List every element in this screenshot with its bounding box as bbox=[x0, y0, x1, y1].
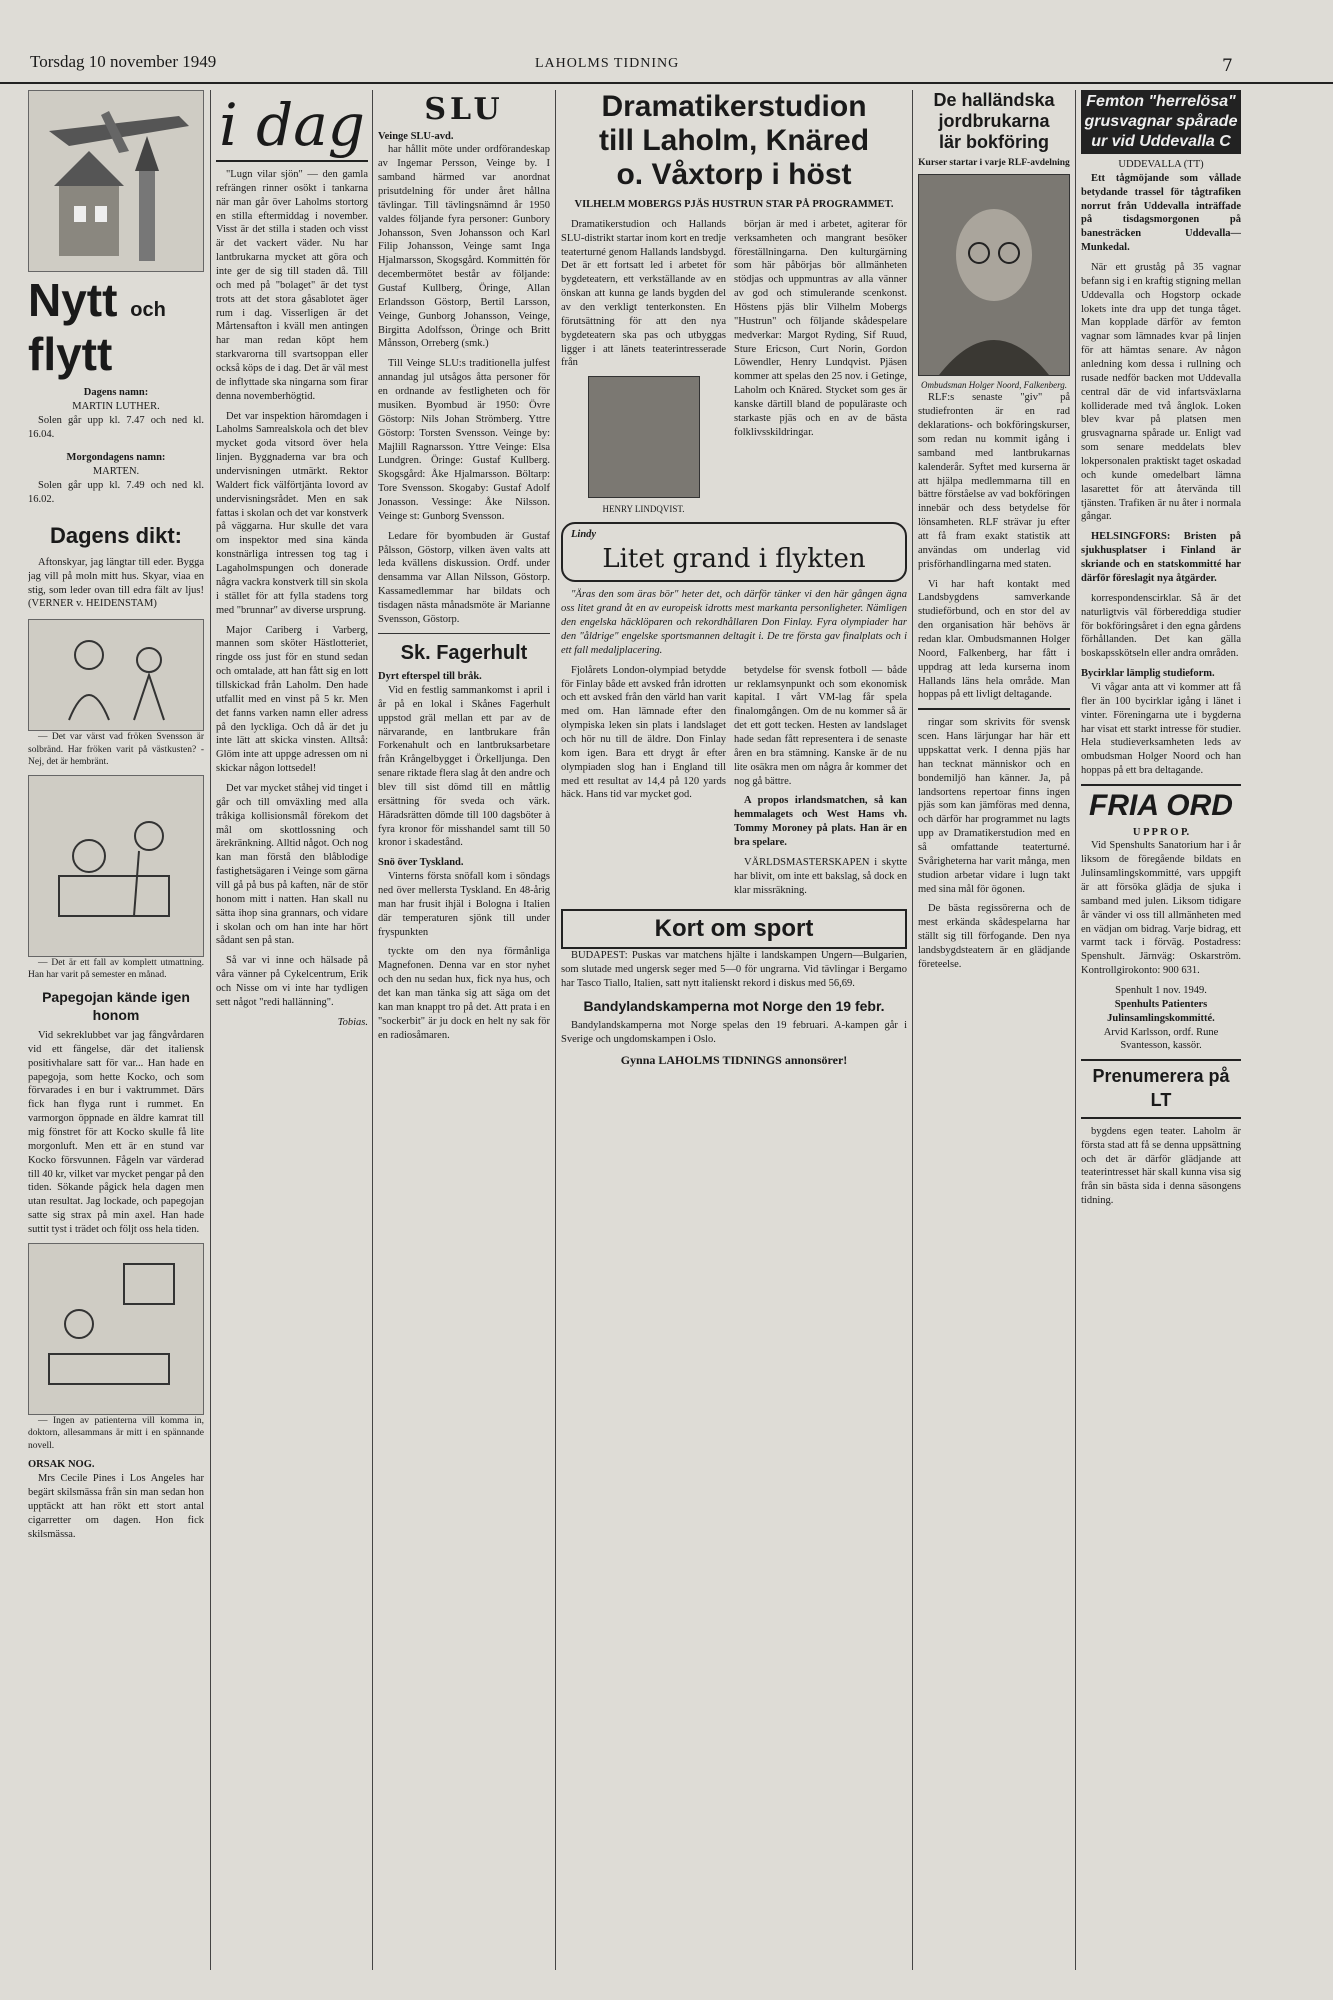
upprop-text: Vid Spenshults Sanatorium har i år liksom de föregående bildats en Julinsamlingskommitté, vars uppgift är att försöka glädja de sjuka i samband med julen. Liksom tidigare år vänder vi oss till allmänheten med en vädjan om bidrag. Varje bidrag, ett varmt tack i förväg. Postadress: Spenshult. Järnväg: Oskarström. Kontrollgirokonto: 900 631. bbox=[1081, 840, 1241, 977]
bandy-headline: Bandylandskamperna mot Norge den 19 febr. bbox=[583, 997, 885, 1014]
uddevalla-headline-1: Femton "herrelösa" bbox=[1086, 93, 1236, 110]
column-uddevalla bbox=[1081, 90, 1241, 1970]
flytt-heading: flytt bbox=[28, 328, 113, 380]
fagerhult-headline: Sk. Fagerhult bbox=[378, 633, 550, 666]
cartoon-caption-1: — Det var värst vad fröken Svensson är solbränd. Har fröken varit på västkusten? - Nej, det är hembränt. bbox=[28, 732, 204, 768]
slu-bottom-text: tyckte om den nya förmånliga Magnefonen. Denna var en stor nyhet och den nu sedan hux, fick nya hus, och det kan man tänka sig att säga om det kan man knappt tro på det. Att prata i en "sockerbit" är ju dock en helt ny sak för en radiosåmaren. bbox=[378, 946, 550, 1041]
header-page-number: 7 bbox=[1222, 56, 1233, 76]
i-dag-lottery: Major Cariberg i Varberg, mannen som sköter Hästlotteriet, ringde oss just för en stund sedan och omtalade, att han fått sig en lott tillskickad från Laholm. Den hade utfallit med en vinst på 5 kr. Men det fanns varken namn eller adress på den lyckliga. Och då är det ju inte lätt att skicka vinsten. Alltså: Glöm inte att uppge adressen om ni skickar någon lottsedel! bbox=[216, 624, 368, 775]
lindy-headline: Litet grand i flykten bbox=[602, 544, 866, 575]
column-halländska-jordbrukarna bbox=[918, 90, 1070, 1970]
dramatik-headline-2: till Laholm, Knäred bbox=[598, 124, 870, 157]
upprop-heading: U P P R O P. bbox=[1132, 826, 1190, 838]
dramatik-right-text: början är med i arbetet, agiterar för verksamheten och mangrant besöker föreställningarna. Den kulturgärning som här påbörjas bör allmänheten stödjas och uppmuntras av alla vänner av god och stimulerande scenkonst. Höstens pjäs blir Vilhelm Mobergs "Hustrun" och följande skådespelare medverkar: Margot Ryding, Sif Ruud, Sture Ericson, Curt Norin, Gordon Löwendler, Henry Lundqvist. Pjäsen kommer att spelas den 25 nov. i Getinge, Laholm och Knäred. Stycket som ges är kanske därtill bland de populäraste och starkaste pjäs och en av de bästa folklivsskildringar. bbox=[734, 218, 907, 438]
uddevalla-headline-2: grusvagnar spårade bbox=[1084, 113, 1238, 130]
noord-caption: Ombudsman Holger Noord, Falkenberg. bbox=[920, 379, 1068, 390]
jordbruk-text-2: Vi har haft kontakt med Landsbygdens samverkande studieförbund, och en stor del av den organisation här behövs är redan klar. Ombudsmannen Holger Noord, Falkenberg, har fått i uppdrag att leda kurserna inom Hallands läns hela område. Man hoppas på ett livligt deltagande. bbox=[918, 578, 1070, 701]
lindqvist-photo bbox=[588, 376, 700, 498]
i-dag-inspection: Det var inspektion häromdagen i Laholms Samrealskola och det blev mycket goda vitsord över hela linjen. Byggnaderna var bra och undervisningen utmärkt. Rektor Waldert fick välförtjänta lovord av undervisningsrådet. Men en sak fattas i skolan och det var konstverk på väggarna. Hur skulle det vara om inspektor med sina kända konstnärliga intressen tog tag i Lagaholmspungen och donerade några vackra konstverk till sin skola i stället för att fylla stadens torg med "brunnar" av diverse ursprung. bbox=[216, 410, 368, 616]
fria-ord-heading: FRIA ORD bbox=[1081, 784, 1241, 826]
i-dag-signature: Tobias. bbox=[337, 1016, 368, 1028]
cartoon-beach bbox=[28, 619, 204, 731]
fagerhult-subheading: Dyrt efterspel till bråk. bbox=[378, 671, 482, 683]
column-rule bbox=[372, 90, 373, 1970]
dramatik-left-text: Dramatikerstudion och Hallands SLU-distrikt startar inom kort en tredje teaterturné genom Hallands landsbygd. Det är ett fortsatt led i arbetet för bygdeteatern, ett verkställande av en önskan att kunna ge lands bygden del av den verkligt tenterkonsten. En förutsättning för att den nya bygdeteatern ska pas och utbyggas ligger i att länets teaterintresserade från bbox=[561, 218, 726, 369]
dramatik-headline-1: Dramatikerstudion bbox=[601, 90, 867, 123]
lindy-kicker: Lindy bbox=[571, 529, 597, 541]
noord-photo bbox=[918, 174, 1070, 376]
sun-times-tomorrow: Solen går upp kl. 7.49 och ned kl. 16.02. bbox=[28, 480, 204, 506]
slu-subheading: Veinge SLU-avd. bbox=[378, 130, 454, 142]
uddevalla-dateline: UDDEVALLA (TT) bbox=[1118, 159, 1204, 170]
column-dramatikerstudion bbox=[561, 90, 907, 1970]
column-rule bbox=[210, 90, 211, 1970]
jordbruk-headline-2: jordbrukarna bbox=[938, 111, 1050, 131]
i-dag-intro: "Lugn vilar sjön" — den gamla refrängen rinner osökt i tankarna när man går över Laholms stortorg en stilla eftermiddag i november. Visst är det stilla i staden och visst är det vackert väder. Nu har lantbrukarna mycket att göra och inte ger de sig till staden då. Till och med på "bolaget" är det tyst trots att det stora gåsablotet äger rum i dag. Visserligen är det Mårtensafton i kväll men antingen har man redan köpt hem starkvarorna till svartsoppan eller också köps de i dag. Det är väl mest de inflyttade ska ningarna som firar denna novemberhögtid. bbox=[216, 169, 368, 402]
slu-text-2: Till Veinge SLU:s traditionella julfest annandag jul utsågos åtta personer för en ordnande av festligheten och för musiken. Byombud är 1950: Övre Göstorp: Nils Johan Strömberg. Yttre Göstorp: Torsten Svensson. Veinge by: Majlill Ragnarsson. Yttre Veinge: Elsa Lundgren. Öringe: Gustaf Kullberg. Skogsgård: Åke Hjalmarsson. Böltarp: Tore Svensson. Skogaby: Gustaf Adolf Jonasson. Vessinge: Åke Nilsson. Veinge st: Gunborg Svensson. bbox=[378, 358, 550, 522]
kort-om-sport-headline: Kort om sport bbox=[654, 915, 814, 943]
dramatik-continuation-2: De bästa regissörerna och de mest erkända skådespelarna har ställt sig till förfogande. Den nya landsbygdsteatern är en glädjande företeelse. bbox=[918, 903, 1070, 970]
slu-heading: SLU bbox=[424, 92, 504, 127]
jordbruk-subheading: Kurser startar i varje RLF-avdelning bbox=[918, 158, 1070, 168]
dagens-dikt: Aftonskyar, jag längtar till eder. Bygga jag vill på moln mitt hus. Skyar, viaa en stig, som leder ovan till edra fält av ljus! (VERNER v. HEIDENSTAM) bbox=[28, 556, 204, 610]
cartoon-waiting-room bbox=[28, 1243, 204, 1415]
dramatik-continuation: ringar som skrivits för svensk scen. Hans lärjungar har här ett uppskattat verk. I denna pjäs har han tecknat människor och en bondemiljö han känner. Ja, på landsortens repertoar finns ingen pjäs som kan jämföras med denna, och därför har programmet nu lagts upp av Dramatikerstudion med en så omfattande teaterturné. Svårigheterna har varit många, men studion arbetar vidare i lugn takt med sina mål för ögonen. bbox=[918, 717, 1070, 895]
slu-text-1: har hållit möte under ordförandeskap av Ingemar Persson, Veinge by. I samband härmed var anordnat prisutdelning för under året hållna tävlingar. Till tävlingsnämnd år 1950 valdes följande fyra personer: Gunbory Johansson, Sven Johansson och Karl Filip Johansson, Veinge samt Inga Hjalmarsson, Skogsgård. Kommittén för decembermötet består av följande: Gustaf Kullberg, Öringe, Allan Erlandsson Göstorp, Bertil Larsson, Veinge, Gunborg Johansson, Veinge, Birgitta Adolfsson, Öringe och Britt Månsson, Orreberg (smk.) bbox=[378, 144, 550, 350]
lindy-right-text: betydelse för svensk fotboll — både ur reklamsynpunkt och som ekonomisk kapital. I vårt VM-lag får spela finalomgången. Om de nu kommer så är det ett gott tecken. Hesten av landslaget hade sedan fått representera i de senaste åren en bra stämning. Kanske är de nu lite osäkra men om några år kommer det nog gå bättre. bbox=[734, 664, 907, 787]
lindy-intro: "Äras den som äras bör" heter det, och därför tänker vi den här gången ägna oss litet grand åt en av europeisk idrotts mest markanta personligheter. Nämligen den engelska häcklöparen och rekordhållaren Don Finlay. Fyra olympiader har den "åldrige" engelske sportsmannen deltagit i. De tre första gav finalplats och i ett fall medaljplacering. bbox=[561, 589, 907, 656]
jordbruk-headline-3: lär bokföring bbox=[938, 132, 1049, 152]
orsak-headline: ORSAK NOG. bbox=[28, 1459, 95, 1471]
upprop-names: Arvid Karlsson, ordf. Rune Svantesson, kassör. bbox=[1103, 1026, 1219, 1052]
column-i-dag bbox=[216, 90, 368, 1970]
fagerhult-article: Vid en festlig sammankomst i april i år på en lokal i Skånes Fagerhult uppstod gräl mellan ett par av de närvarande, en lantbrukare från Forkenahult och en lantbruksarbetare från Krångelbygget i Örkelljunga. Den senare riktade flera slag åt den andre och blev till sist dömd till en måttlig ersättning för sveda och värk. Häradsrätten dömde till 100 dagsböter à fyra kronor för misshandel samt till 50 kronor i skadestånd. bbox=[378, 684, 550, 849]
column-slu bbox=[378, 90, 550, 1970]
cartoon-doctor bbox=[28, 775, 204, 957]
uddevalla-text-2: korrespondenscirklar. Så är det naturligtvis väl förbereddiga studier för bokföringsåret i den egna gårdens förhållanden. Det kan gälla boskapsskötseln eller andra områden. bbox=[1081, 592, 1241, 660]
uddevalla-text: När ett gruståg på 35 vagnar befann sig i en kraftig stigning mellan Uddevalla och Hogstorp ockade lokets inte dra upp det tunga tåget. Man kopplade därför av femton vagnar som lämnades kvar på linjen för att hämtas senare. Av någon anledning kom dessa i rullning och rusade nedför backen mot Uddevalla central där de vid infartsväxlarna kolliderade med två ånglok. Loken blev kvar på platsen men grusvagnarna spårade ur. Enligt vad som senare meddelats blev lokpersonalen praktiskt taget oskadad och kunde omedelbart lämna lasarettet för att återvända till tjänsten. Trafiken är nu åter i normala gångar. bbox=[1081, 262, 1241, 523]
dramatik-subheading: VILHELM MOBERGS PJÄS HUSTRUN STAR PÅ PROGRAMMET. bbox=[574, 199, 894, 210]
column-rule bbox=[555, 90, 556, 1970]
bandy-text: Bandylandskamperna mot Norge spelas den 19 februari. A-kampen går i Sverige och ungdomskampen i Oslo. bbox=[561, 1020, 907, 1045]
morgondagens-namn-label: Morgondagens namn: bbox=[66, 452, 166, 464]
lindy-left-text: Fjolårets London-olympiad betydde för Finlay både ett avsked från idrotten och ett avsked från den värld han varit med om. Han lämnade efter den olympiska leken sin plats i landslaget och hör nu till de äldre. Don Finlay kom igen. Bara ett drygt år efter olympiaden slog han i England till med ett resultat av 14,4 på 120 yards häck. Hans tid var mycket god. bbox=[561, 664, 726, 801]
slu-text-3: Ledare för byombuden är Gustaf Pålsson, Göstorp, vilken även valts att leda kvällens diskussion. Ordf. under densamma var Allan Nilsson, Göstorp. Kassamedlemmar har bildats och tisdagen nästa månadsmöte är Marianne Svensson, Göstorp. bbox=[378, 530, 550, 625]
i-dag-court: Det var mycket ståhej vid tinget i går och till omväxling med alla tråkiga kollisionsmål förekom det mål om skottlossning och ärekränkning. Alltid något. Och nog kan man förstå den blåblodige fastighetsägaren i Veinge som gärna vill gå på bus på kaften, när de stör honom mitt i natten. Han skall nu sätta ihop sina grannars, och vidare i skolan och om han inte har hört sådant sen på stan. bbox=[216, 782, 368, 947]
morgondagens-namn: MARTEN. bbox=[92, 466, 140, 478]
town-illustration bbox=[28, 90, 204, 272]
irlandsmatchen-note: A propos irlandsmatchen, så kan hemmalagets och West Hams vh. Tommy Moroney på plats. Han är en bra spelare. bbox=[734, 795, 907, 848]
sun-times-today: Solen går upp kl. 7.47 och ned kl. 16.04. bbox=[28, 414, 204, 440]
papegoja-article: Vid sekreklubbet var jag fångvårdaren vid ett fängelse, där det italiensk positivhalare satt för var... Han hade en papegoja, som hette Kocko, och som förvarades i en bur i vaktrummet. Därs fick han flyga runt i rummet. En varmorgon öppnade en äldre kamrat till mig fönstret för att Kocko skulle få lite morgonluft. Men ett är en stund var Kocko försvunnen. Fågeln var värderad till 40 kr, vilket var mycket pengar på den tiden. Sökande pågick hela dagen men utan resultat. Jag lockade, och papegojan satte sig strax på min axel. Han hade suttit tyst i trädet och följt oss hela tiden. bbox=[28, 1029, 204, 1235]
uddevalla-lead: Ett tågmöjande som vållade betydande trassel för tågtrafiken norrut från Uddevalla inträffade på tisdagsmorgonen på banesträcken Uddevalla—Munkedal. bbox=[1081, 172, 1241, 254]
prenumerera-ad: Prenumerera på LT bbox=[1081, 1059, 1241, 1119]
uddevalla-headline-3: ur vid Uddevalla C bbox=[1091, 133, 1231, 150]
nytt-heading: Nytt bbox=[28, 274, 118, 326]
gynna-ad: Gynna LAHOLMS TIDNINGS annonsörer! bbox=[620, 1052, 848, 1067]
cartoon-caption-3: — Ingen av patienterna vill komma in, doktorn, allesammans är mitt i en spännande novell. bbox=[28, 1415, 204, 1451]
och-heading: och bbox=[130, 299, 166, 321]
jordbruk-text-1: RLF:s senaste "giv" på studiefronten är en rad deklarations- och bokföringskurser, som redan nu kommit igång i samband med lantbrukarnas kalenderår. Syftet med kurserna är att hjälpa medlemmarna till en bättre förståelse av vad bokföringen innebär och dess betydelse för lönsamheten. RLF strävar ju efter att få fram exakt statistik att användas om underlag vid prisförhandlingarna med staten. bbox=[918, 392, 1070, 570]
orsak-article: Mrs Cecile Pines i Los Angeles har begärt skilsmässa från sin man sedan hon upptäckt att han rökt ett stort antal cigarretter om dagen. Hon fick skilsmässa. bbox=[28, 1473, 204, 1540]
uddevalla-bottom-text: bygdens egen teater. Laholm är första stad att få se denna uppsättning och det är därför glädjande att teaterintresset här skall kunna visa sig från sin bästa sida i denna säsongens tidning. bbox=[1081, 1125, 1241, 1207]
vm-skytte-note: VÄRLDSMASTERSKAPEN i skytte har blivit, om inte ett bakslag, så dock en klar missräkning. bbox=[734, 856, 907, 896]
bycirklar-text: Vi vågar anta att vi kommer att få fler än 100 bycirklar igång i länet i vinter. Föreningarna ute i bygderna har visat ett starkt intresse för studier. Hela studieverksamheten leds av ombudsman Holger Noord och han hoppas på ett bra deltagande. bbox=[1081, 681, 1241, 777]
dagens-namn: MARTIN LUTHER. bbox=[72, 400, 160, 412]
i-dag-heading: i dag bbox=[216, 90, 368, 162]
column-rule bbox=[1075, 90, 1076, 1970]
snow-headline: Snö över Tyskland. bbox=[378, 857, 464, 869]
jordbruk-headline-1: De halländska bbox=[933, 90, 1055, 110]
column-rule bbox=[912, 90, 913, 1970]
upprop-date: Spenhult 1 nov. 1949. bbox=[1115, 985, 1207, 996]
helsingfors-note: HELSINGFORS: Bristen på sjukhusplatser i Finland är skriande och en statskommitté har därför föreslagit nya åtgärder. bbox=[1081, 531, 1241, 584]
lindqvist-caption: HENRY LINDQVIST. bbox=[602, 504, 685, 515]
kort-om-sport-text: BUDAPEST: Puskas var matchens hjälte i landskampen Ungern—Bulgarien, som slutade med ungersk seger med 5—0 för ungrarna. Vid tävlingar i Bergamo har Tasco Tiallo, Italien, satt nytt italienskt rekord i diskus med 56,69. bbox=[561, 950, 907, 989]
upprop-committee: Spenhults Patienters Julinsamlingskommitté. bbox=[1107, 998, 1215, 1024]
snow-article: Vinterns första snöfall kom i söndags ned över mellersta Tyskland. En 48-årig man har frusit ihjäl i Bologna i Italien där temperaturen sjönk till under fryspunkten bbox=[378, 871, 550, 938]
i-dag-cycle: Så var vi inne och hälsade på våra vänner på Cykelcentrum, Erik och Nisse om vi inte har tydligen sett något "redi hallänning". bbox=[216, 955, 368, 1008]
dagens-dikt-heading: Dagens dikt: bbox=[49, 522, 183, 548]
dagens-namn-label: Dagens namn: bbox=[83, 387, 149, 398]
column-nytt-och-flytt bbox=[28, 90, 204, 1970]
bycirklar-headline: Bycirklar lämplig studieform. bbox=[1081, 668, 1215, 680]
papegoja-headline: Papegojan kände igen honom bbox=[42, 989, 190, 1024]
header-date: Torsdag 10 november 1949 bbox=[30, 52, 217, 71]
header-paper-name: LAHOLMS TIDNING bbox=[535, 56, 680, 71]
page-header bbox=[0, 52, 1333, 84]
dramatik-headline-3: o. Våxtorp i höst bbox=[616, 158, 852, 191]
cartoon-caption-2: — Det är ett fall av komplett utmattning. Han har varit på semester en månad. bbox=[28, 957, 204, 981]
